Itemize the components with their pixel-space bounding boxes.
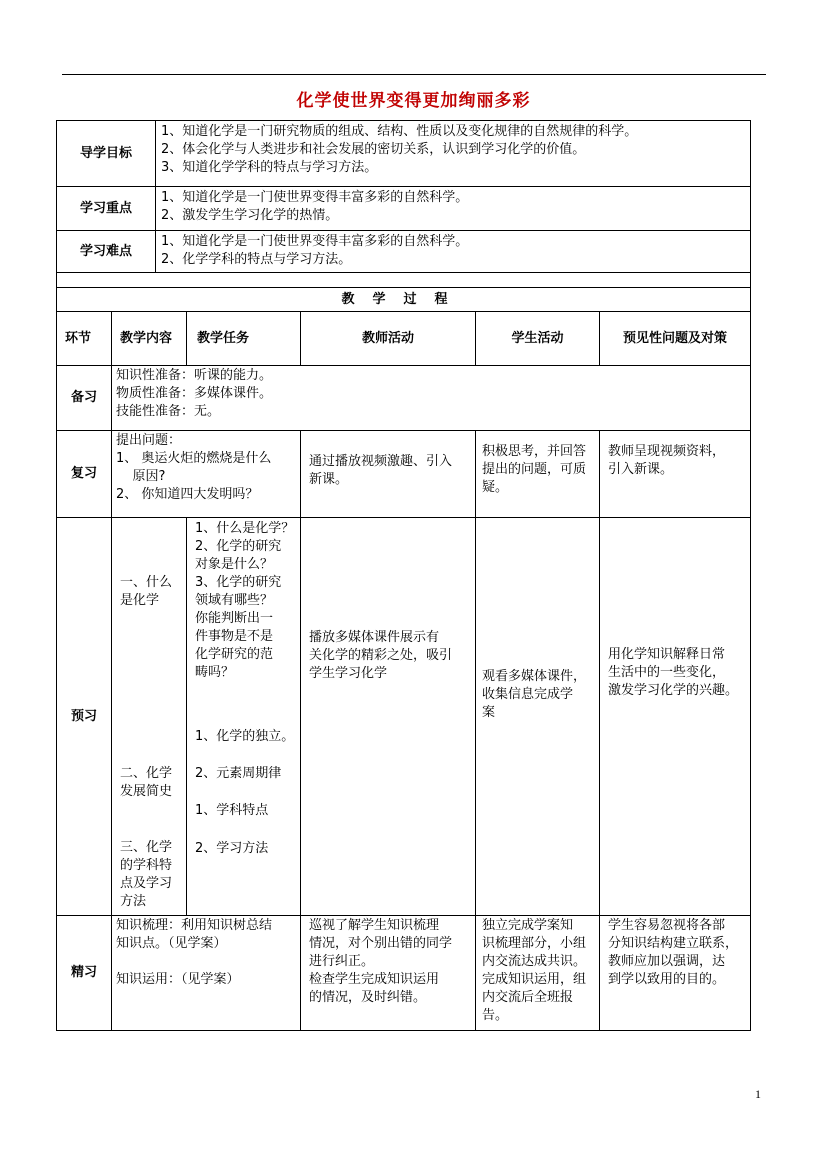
beixi-content: 知识性准备：听课的能力。 物质性准备：多媒体课件。 技能性准备：无。 xyxy=(116,368,273,419)
yuxi-task-2: 1、化学的独立。 xyxy=(195,729,295,744)
jingxi-content-cell xyxy=(111,915,300,1030)
stage-jingxi: 精习 xyxy=(56,915,111,1030)
header-content: 教学内容 xyxy=(111,311,186,365)
process-title: 教学过程 xyxy=(341,291,466,307)
header-task: 教学任务 xyxy=(186,311,300,365)
header-stage: 环节 xyxy=(56,311,111,365)
page-number: 1 xyxy=(755,1087,761,1101)
yuxi-strategy: 用化学知识解释日常 生活中的一些变化， 激发学习化学的兴趣。 xyxy=(608,647,739,698)
row-fuxi xyxy=(56,430,751,517)
row-jingxi xyxy=(56,915,751,1030)
difficulties-cell xyxy=(155,230,751,272)
yuxi-student-cell xyxy=(475,517,599,915)
jingxi-student-cell xyxy=(475,915,599,1030)
yuxi-student: 观看多媒体课件， 收集信息完成学 案 xyxy=(482,669,587,720)
yuxi-content-1: 一、什么 是化学 xyxy=(120,575,173,608)
key-points-label: 学习重点 xyxy=(56,186,155,230)
fuxi-strategy-cell xyxy=(599,430,751,517)
table-bottom-border xyxy=(56,1030,751,1031)
spacer-cell xyxy=(56,272,751,287)
fuxi-teacher: 通过播放视频激趣、引入 新课。 xyxy=(309,454,453,487)
key-points-text: 1、知道化学是一门使世界变得丰富多彩的自然科学。 2、激发学生学习化学的热情。 xyxy=(161,190,469,223)
fuxi-teacher-cell xyxy=(300,430,475,517)
jingxi-strategy: 学生容易忽视将各部 分知识结构建立联系， 教师应加以强调，达 到学以致用的目的。 xyxy=(608,918,739,987)
difficulties-text: 1、知道化学是一门使世界变得丰富多彩的自然科学。 2、化学学科的特点与学习方法。 xyxy=(161,234,469,267)
row-yuxi xyxy=(56,517,751,915)
yuxi-task-3: 2、元素周期律 xyxy=(195,766,282,781)
stage-fuxi: 复习 xyxy=(56,430,111,517)
jingxi-content: 知识梳理：利用知识树总结 知识点。（见学案） 知识运用：（见学案） xyxy=(116,918,273,987)
yuxi-task-1: 1、什么是化学？ 2、化学的研究 对象是什么？ 3、化学的研究 领域有哪些？ 你能判断出一 件事物是不是 化学研究的范 畴吗？ xyxy=(195,521,295,680)
header-teacher: 教师活动 xyxy=(300,311,475,365)
process-title-row xyxy=(56,287,751,311)
goals-row xyxy=(56,120,751,186)
fuxi-student: 积极思考，并回答 提出的问题，可质 疑。 xyxy=(482,444,587,495)
beixi-content-cell xyxy=(111,365,751,430)
header-rule xyxy=(62,74,766,75)
fuxi-content-cell xyxy=(111,430,300,517)
fuxi-strategy: 教师呈现视频资料， 引入新课。 xyxy=(608,444,726,477)
jingxi-student: 独立完成学案知 识梳理部分，小组 内交流达成共识。 完成知识运用，组 内交流后全班报 告。 xyxy=(482,918,587,1023)
header-student: 学生活动 xyxy=(475,311,599,365)
goals-text: 1、知道化学是一门研究物质的组成、结构、性质以及变化规律的自然规律的科学。 2、体会化学与人类进步和社会发展的密切关系，认识到学习化学的价值。 3、知道化学学科的特点与学习方法。 xyxy=(161,124,638,175)
fuxi-content: 提出问题： 1、 奥运火炬的燃烧是什么 原因? 2、 你知道四大发明吗？ xyxy=(116,433,272,502)
process-header-row xyxy=(56,311,751,365)
goals-cell xyxy=(155,120,751,186)
yuxi-content-cell xyxy=(111,517,186,915)
yuxi-content-3: 三、化学 的学科特 点及学习 方法 xyxy=(120,840,173,909)
spacer-row xyxy=(56,272,751,287)
goals-label: 导学目标 xyxy=(56,120,155,186)
jingxi-strategy-cell xyxy=(599,915,751,1030)
stage-beixi: 备习 xyxy=(56,365,111,430)
process-title-cell xyxy=(56,287,751,311)
key-points-row xyxy=(56,186,751,230)
stage-yuxi: 预习 xyxy=(56,517,111,915)
difficulties-label: 学习难点 xyxy=(56,230,155,272)
fuxi-student-cell xyxy=(475,430,599,517)
page-title: 化学使世界变得更加绚丽多彩 xyxy=(296,91,531,111)
yuxi-task-5: 2、学习方法 xyxy=(195,841,269,856)
yuxi-task-cell xyxy=(186,517,300,915)
header-strategy: 预见性问题及对策 xyxy=(599,311,751,365)
jingxi-teacher-cell xyxy=(300,915,475,1030)
yuxi-strategy-cell xyxy=(599,517,751,915)
row-beixi xyxy=(56,365,751,430)
yuxi-content-2: 二、化学 发展简史 xyxy=(120,766,173,799)
jingxi-teacher: 巡视了解学生知识梳理 情况，对个别出错的同学 进行纠正。 检查学生完成知识运用 的情况，及时纠错。 xyxy=(309,918,453,1005)
key-points-cell xyxy=(155,186,751,230)
yuxi-task-4: 1、学科特点 xyxy=(195,803,269,818)
difficulties-row xyxy=(56,230,751,272)
yuxi-teacher-cell xyxy=(300,517,475,915)
yuxi-teacher: 播放多媒体课件展示有 关化学的精彩之处，吸引 学生学习化学 xyxy=(309,630,453,681)
